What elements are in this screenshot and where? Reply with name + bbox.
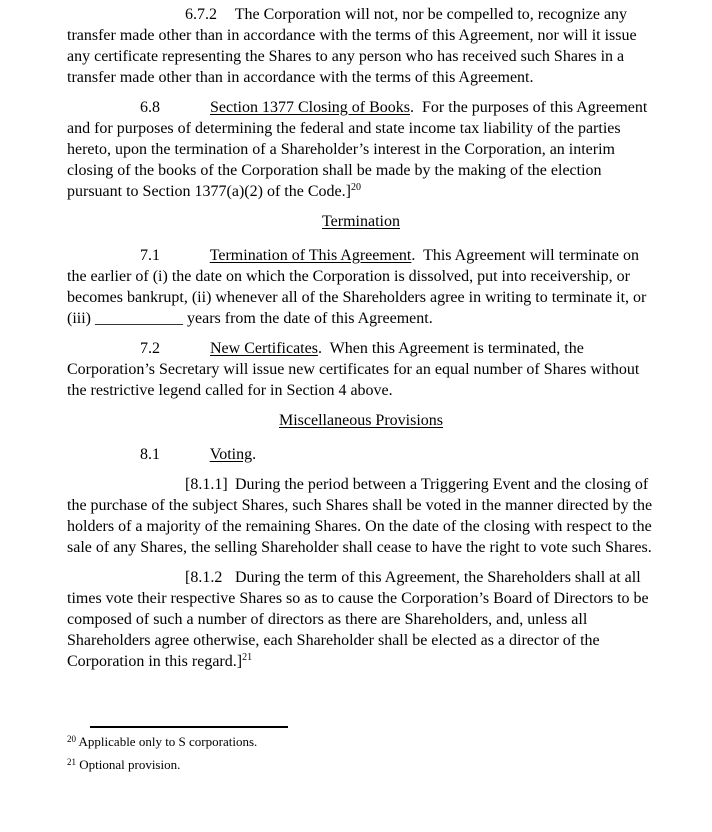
section-title: Termination of This Agreement	[209, 247, 412, 264]
footnote-reference-21: 21	[242, 652, 253, 663]
paragraph-8-1-1	[67, 474, 655, 558]
footnote-21	[67, 757, 627, 773]
section-title: Voting	[209, 446, 253, 463]
footnote-marker: 20	[67, 734, 76, 744]
paragraph-body: During the period between a Triggering Event and the closing of the purchase of the subject Shares, such Shares shall be voted in the manner directed by the holders of a majority of the remaining Shares. On the date of the closing with respect to the sale of any Shares, the selling Shareholder shall cease to have the right to vote such Shares.	[67, 476, 657, 556]
paragraph-8-1-2	[67, 567, 655, 672]
paragraph-body: .	[252, 446, 257, 463]
paragraph-body: During the term of this Agreement, the Shareholders shall at all times vote their respective Shares so as to cause the Corporation’s Board of Directors to be composed of such a number of directors as there are Shareholders, and, unless all Shareholders agree otherwise, each Shareholder shall be elected as a director of the Corporation in this regard.]	[67, 569, 653, 670]
paragraph-6-7-2	[67, 4, 655, 88]
section-number: [8.1.2	[185, 569, 223, 586]
footnote-20	[67, 734, 627, 750]
section-number: 8.1	[140, 446, 160, 463]
section-number: 6.7.2	[185, 6, 217, 23]
footnote-text: Optional provision.	[79, 757, 181, 772]
section-title: Section 1377 Closing of Books	[210, 99, 411, 116]
heading-miscellaneous-provisions: Miscellaneous Provisions	[279, 412, 443, 429]
paragraph-7-1	[67, 245, 655, 329]
paragraph-6-8	[67, 97, 655, 202]
paragraph-body: . This Agreement will terminate on the earlier of (i) the date on which the Corporation is dissolved, put into receivership, or becomes bankrupt, (ii) whenever all of the Shareholders agree in writing to terminate it, or (iii) ___________ years from the date of this Agreement.	[67, 247, 651, 327]
heading-termination: Termination	[322, 213, 400, 230]
footnote-reference-20: 20	[350, 182, 361, 193]
paragraph-body: . When this Agreement is terminated, the Corporation’s Secretary will issue new certificates for an equal number of Shares without the restrictive legend called for in Section 4 above.	[67, 340, 644, 399]
paragraph-8-1	[67, 444, 655, 465]
paragraph-body: . For the purposes of this Agreement and for purposes of determining the federal and state income tax liability of the parties hereto, upon the termination of a Shareholder’s interest in the Corporation, an interim closing of the books of the Corporation shall be made by the making of the election pursuant to Section 1377(a)(2) of the Code.]	[67, 99, 652, 200]
section-number: [8.1.1]	[185, 476, 228, 493]
paragraph-body: The Corporation will not, nor be compelled to, recognize any transfer made other than in accordance with the terms of this Agreement, nor will it issue any certificate representing the Shares to any person who has received such Shares in a transfer made other than in accordance with the terms of this Agreement.	[67, 6, 641, 86]
section-number: 7.1	[140, 247, 160, 264]
section-number: 6.8	[140, 99, 160, 116]
section-number: 7.2	[140, 340, 160, 357]
section-title: New Certificates	[210, 340, 318, 357]
footnote-marker: 21	[67, 757, 76, 767]
paragraph-7-2	[67, 338, 655, 401]
footnote-text: Applicable only to S corporations.	[78, 734, 258, 749]
footnote-separator-line	[90, 726, 288, 728]
footnotes-section	[67, 726, 627, 780]
